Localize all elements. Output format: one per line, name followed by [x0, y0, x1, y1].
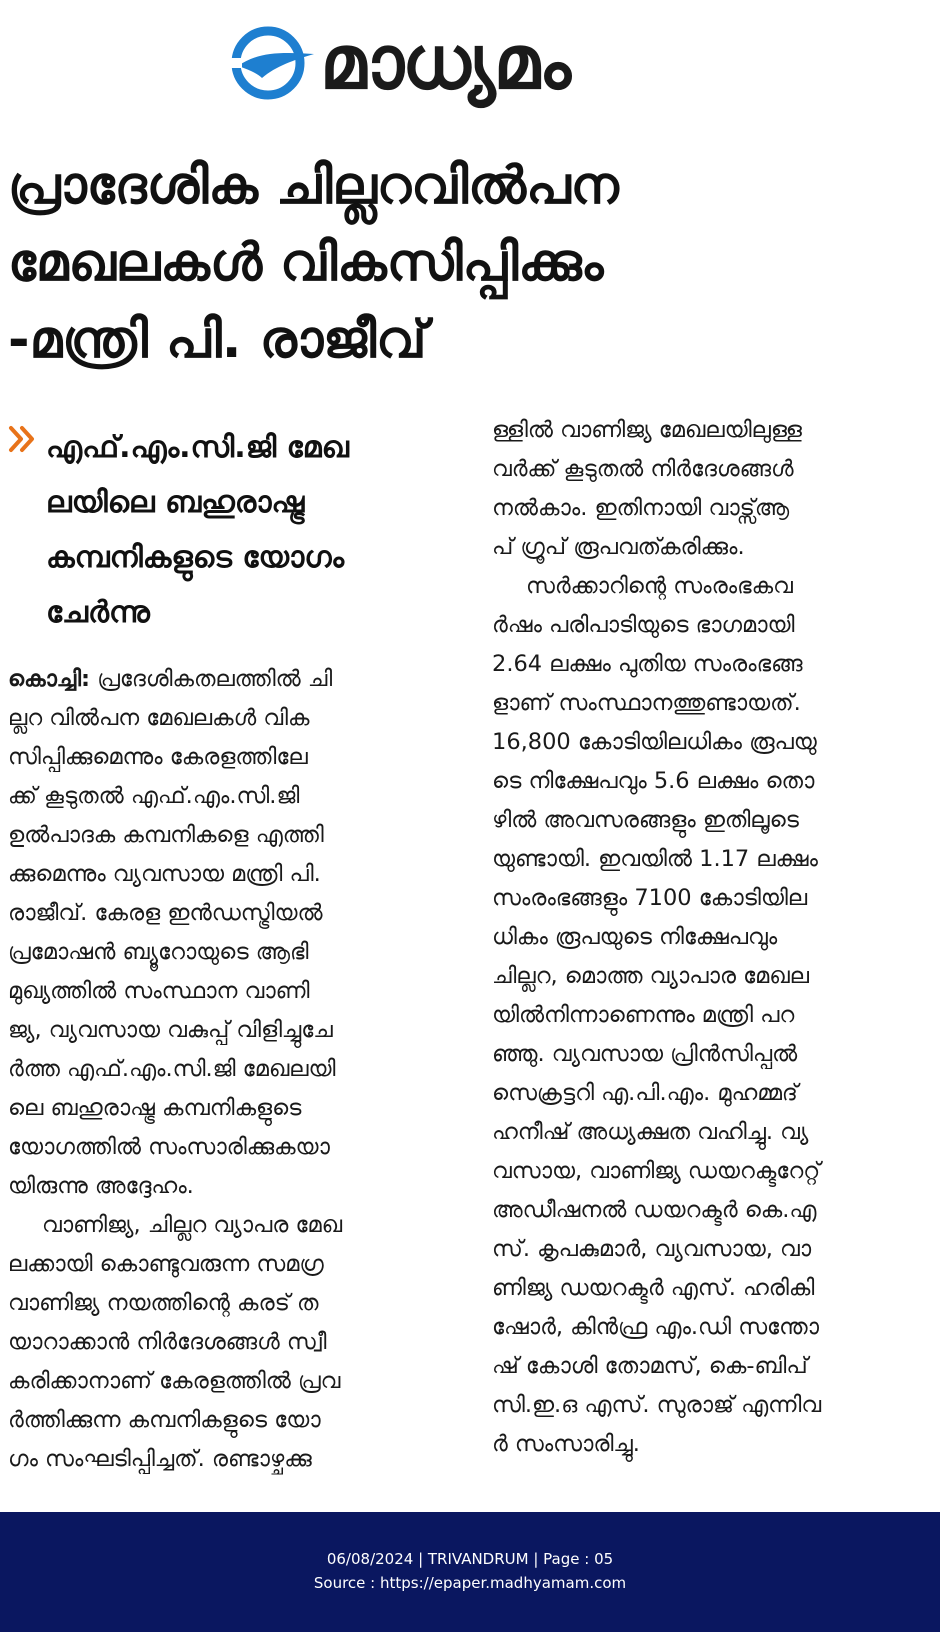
- article-headline: [8, 148, 928, 379]
- body-line: ള്ളിൽ വാണിജ്യ മേഖലയിലുള്ള: [492, 417, 802, 443]
- dateline: കൊച്ചി:: [8, 666, 91, 692]
- body-line: ഴിൽ അവസരങ്ങളും ഇതിലൂടെ: [492, 807, 799, 833]
- body-line: ജ്യ, വ്യവസായ വകുപ്പ് വിളിച്ചുചേ: [8, 1017, 333, 1043]
- body-line: നൽകാം. ഇതിനായി വാട്സ്ആ: [492, 495, 790, 521]
- body-line: ളാണ് സംസ്ഥാനത്തുണ്ടായത്.: [492, 690, 801, 716]
- body-line: ർഷം പരിപാടിയുടെ ഭാഗമായി: [492, 612, 795, 638]
- subheadline-line: കമ്പനികളുടെ യോഗം: [46, 540, 345, 575]
- body-line: യാറാക്കാൻ നിർദേശങ്ങൾ സ്വീ: [8, 1329, 327, 1355]
- body-line: 2.64 ലക്ഷം പുതിയ സംരംഭങ്ങ: [492, 651, 803, 677]
- body-line: സെക്രട്ടറി എ.പി.എം. മുഹമ്മദ്: [492, 1080, 798, 1106]
- body-line: യോഗത്തിൽ സംസാരിക്കുകയാ: [8, 1134, 330, 1160]
- body-line: പ്രമോഷൻ ബ്യൂറോയുടെ ആഭി: [8, 939, 309, 965]
- body-line: മുഖ്യത്തിൽ സംസ്ഥാന വാണി: [8, 978, 310, 1004]
- headline-line: പ്രാദേശിക ചില്ലറവിൽപന: [8, 156, 619, 216]
- body-line: ചില്ലറ, മൊത്ത വ്യാപാര മേഖല: [492, 963, 809, 989]
- body-line: 16,800 കോടിയിലധികം രൂപയു: [492, 729, 817, 755]
- body-line: സർക്കാറിന്റെ സംരംഭകവ: [526, 573, 793, 599]
- body-line: ർത്തിക്കുന്ന കമ്പനികളുടെ യോ: [8, 1407, 321, 1433]
- body-line: ഷ് കോശി തോമസ്, കെ-ബിപ്: [492, 1353, 808, 1379]
- body-line: സി.ഇ.ഒ എസ്. സുരാജ് എന്നിവ: [492, 1392, 822, 1418]
- body-line: ല്ലറ വിൽപന മേഖലകൾ വിക: [8, 705, 310, 731]
- subheadline-line: ചേർന്നു: [46, 595, 150, 630]
- body-line: വർക്ക് കൂടുതൽ നിർദേശങ്ങൾ: [492, 456, 794, 482]
- body-line: വാണിജ്യ നയത്തിന്റെ കരട് ത: [8, 1290, 319, 1316]
- article-body-right-column: [492, 411, 932, 1464]
- body-line: ർത്ത എഫ്.എം.സി.ജി മേഖലയി: [8, 1056, 336, 1082]
- body-line: സംരംഭങ്ങളും 7100 കോടിയില: [492, 885, 808, 911]
- body-line: സിപ്പിക്കുമെന്നും കേരളത്തിലേ: [8, 744, 308, 770]
- body-line: ർ സംസാരിച്ചു.: [492, 1431, 640, 1457]
- footer-edition-info: 06/08/2024 | TRIVANDRUM | Page : 05: [326, 1550, 614, 1568]
- body-line: പ് ഗ്രൂപ് രൂപവത്കരിക്കും.: [492, 534, 745, 560]
- article-subheadline: [8, 420, 456, 640]
- body-line: ലക്കായി കൊണ്ടുവരുന്ന സമഗ്ര: [8, 1251, 324, 1277]
- body-line: ഷോർ, കിൻഫ്ര എം.ഡി സന്തോ: [492, 1314, 819, 1340]
- body-line: യുണ്ടായി. ഇവയിൽ 1.17 ലക്ഷം: [492, 846, 818, 872]
- body-line: ഞ്ഞു. വ്യവസായ പ്രിൻസിപ്പൽ: [492, 1041, 798, 1067]
- body-line: രാജീവ്. കേരള ഇൻഡസ്ട്രിയൽ: [8, 900, 323, 926]
- body-line: ണിജ്യ ഡയറക്ടർ എസ്. ഹരികി: [492, 1275, 815, 1301]
- body-line: വാണിജ്യ, ചില്ലറ വ്യാപര മേഖ: [42, 1212, 343, 1238]
- body-line: ഗം സംഘടിപ്പിച്ചത്. രണ്ടാഴ്ചക്കു: [8, 1446, 312, 1472]
- headline-line: മേഖലകൾ വികസിപ്പിക്കും: [8, 233, 604, 293]
- body-line: യിൽനിന്നാണെന്നും മന്ത്രി പറ: [492, 1002, 795, 1028]
- article-body-left-column: [8, 660, 456, 1479]
- body-line: സ്. കൃപകുമാർ, വ്യവസായ, വാ: [492, 1236, 812, 1262]
- body-line: ടെ നിക്ഷേപവും 5.6 ലക്ഷം തൊ: [492, 768, 815, 794]
- body-line: ലെ ബഹുരാഷ്ട്ര കമ്പനികളുടെ: [8, 1095, 302, 1121]
- headline-line: -മന്ത്രി പി. രാജീവ്: [8, 310, 427, 370]
- page-footer: [0, 1512, 940, 1632]
- body-line: ധികം രൂപയുടെ നിക്ഷേപവും: [492, 924, 778, 950]
- bird-circle-icon: [228, 18, 318, 108]
- body-line: വസായ, വാണിജ്യ ഡയറക്ടറേറ്റ്: [492, 1158, 821, 1184]
- masthead-title: മാധ്യമം: [320, 20, 569, 106]
- masthead: [222, 8, 712, 118]
- body-line: ഉൽപാദക കമ്പനികളെ എത്തി: [8, 822, 324, 848]
- footer-source-link[interactable]: Source : https://epaper.madhyamam.com: [313, 1574, 627, 1592]
- body-line: ക്ക് കൂടുതൽ എഫ്.എം.സി.ജി: [8, 783, 300, 809]
- subheadline-line: എഫ്.എം.സി.ജി മേഖ: [46, 430, 349, 465]
- body-line: ക്കുമെന്നും വ്യവസായ മന്ത്രി പി.: [8, 861, 321, 887]
- body-line: അഡീഷനൽ ഡയറക്ടർ കെ.എ: [492, 1197, 817, 1223]
- body-line: കൊച്ചി: പ്രദേശികതലത്തിൽ ചി: [8, 666, 333, 692]
- body-line: കരിക്കാനാണ് കേരളത്തിൽ പ്രവ: [8, 1368, 341, 1394]
- subheadline-line: ലയിലെ ബഹുരാഷ്ട്ര: [46, 485, 305, 520]
- double-chevron-right-icon: [8, 424, 38, 454]
- body-line: ഹനീഷ് അധ്യക്ഷത വഹിച്ചു. വ്യ: [492, 1119, 809, 1145]
- body-line: യിരുന്നു അദ്ദേഹം.: [8, 1173, 194, 1199]
